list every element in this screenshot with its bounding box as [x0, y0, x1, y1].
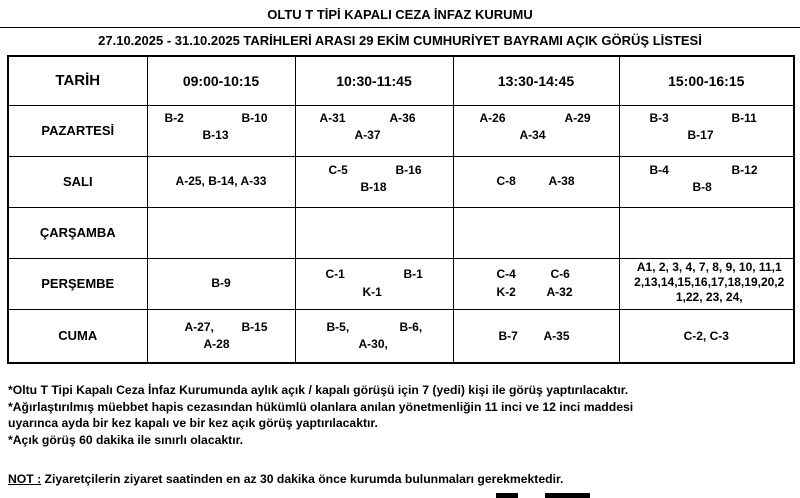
day-wednesday: ÇARŞAMBA — [8, 208, 147, 259]
cell-fri-slot-4 — [619, 310, 794, 364]
visit-code: A-28 — [203, 337, 230, 351]
visit-codes: A1, 2, 3, 4, 7, 8, 9, 10, 11,12,13,14,15,16,17,18,19,20,21,22, 23, 24, — [634, 260, 785, 304]
visit-code: B-11 — [731, 111, 757, 125]
note-line: *Oltu T Tipi Kapalı Ceza İnfaz Kurumunda aylık açık / kapalı görüşü için 7 (yedi) kişi ile görüş yaptırılacaktır. — [8, 383, 629, 397]
page-subtitle: 27.10.2025 - 31.10.2025 TARİHLERİ ARASI 29 EKİM CUMHURİYET BAYRAMI AÇIK GÖRÜŞ LİSTESİ — [98, 33, 702, 48]
cell-fri-slot-3 — [453, 310, 619, 364]
cell-mon-slot-3 — [453, 106, 619, 157]
cell-thu-slot-2 — [295, 259, 453, 310]
cell-tue-slot-1 — [147, 157, 295, 208]
title-divider — [0, 27, 800, 28]
cropped-mark — [496, 493, 518, 498]
visit-code: B-18 — [360, 180, 387, 194]
visit-code: B-5, — [326, 320, 350, 334]
header-slot-3: 13:30-14:45 — [453, 56, 619, 106]
notes-block — [8, 382, 792, 448]
cell-fri-slot-1 — [147, 310, 295, 364]
visit-code: B-6, — [399, 320, 423, 334]
visit-code: B-3 — [649, 111, 669, 125]
note-text: Ziyaretçilerin ziyaret saatinden en az 30 dakika önce kurumda bulunmaları gerekmektedir. — [41, 472, 564, 486]
page-title: OLTU T TİPİ KAPALI CEZA İNFAZ KURUMU — [267, 7, 533, 22]
cell-tue-slot-3 — [453, 157, 619, 208]
visit-code: C-6 — [550, 267, 570, 281]
visit-code: B-17 — [687, 128, 714, 142]
header-slot-1: 09:00-10:15 — [147, 56, 295, 106]
visit-code: A-31 — [319, 111, 346, 125]
final-note — [8, 472, 563, 486]
visit-code: K-2 — [496, 285, 516, 299]
cell-wed-slot-4 — [619, 208, 794, 259]
visit-code: C-8 — [496, 174, 516, 188]
header-slot-4: 15:00-16:15 — [619, 56, 794, 106]
cell-tue-slot-2 — [295, 157, 453, 208]
visit-code: A-34 — [519, 128, 546, 142]
visit-code: C-1 — [325, 267, 345, 281]
visit-code: A-27, — [184, 320, 214, 334]
visit-code: C-5 — [328, 163, 348, 177]
visit-code: B-1 — [403, 267, 423, 281]
visit-code: B-16 — [395, 163, 422, 177]
cell-mon-slot-2 — [295, 106, 453, 157]
visit-code: A-37 — [354, 128, 381, 142]
visit-code: A-38 — [548, 174, 575, 188]
table-row — [8, 259, 794, 310]
visit-code: B-8 — [692, 180, 712, 194]
note-line: *Ağırlaştırılmış müebbet hapis cezasından hükümlü olanlara anılan yönetmenliğin 11 inci ve 12 inci maddesi — [8, 399, 634, 414]
visit-code: B-2 — [164, 111, 184, 125]
table-row — [8, 106, 794, 157]
visit-code: A-35 — [543, 329, 570, 343]
visit-code: A-26 — [479, 111, 506, 125]
visit-code: A-30, — [358, 337, 388, 351]
day-monday: PAZARTESİ — [8, 106, 147, 157]
cell-wed-slot-2 — [295, 208, 453, 259]
visit-schedule-table — [7, 55, 795, 364]
note-label: NOT : — [8, 472, 42, 486]
visit-code: B-4 — [649, 163, 669, 177]
header-slot-2: 10:30-11:45 — [295, 56, 453, 106]
visit-code: A-36 — [389, 111, 416, 125]
day-friday: CUMA — [8, 310, 147, 364]
header-row — [8, 56, 794, 106]
cell-mon-slot-1 — [147, 106, 295, 157]
visit-code: C-4 — [496, 267, 516, 281]
table-row — [8, 157, 794, 208]
visit-codes: C-2, C-3 — [683, 329, 729, 343]
table-row — [8, 208, 794, 259]
cell-fri-slot-2 — [295, 310, 453, 364]
visit-code: B-10 — [241, 111, 268, 125]
visit-codes: A-25, B-14, A-33 — [175, 174, 267, 188]
visit-code: B-13 — [202, 128, 229, 142]
table-row — [8, 310, 794, 364]
cropped-mark — [545, 493, 590, 498]
header-date: TARİH — [8, 56, 147, 106]
cell-tue-slot-4 — [619, 157, 794, 208]
note-line: uyarınca ayda bir kez kapalı ve bir kez açık görüş yaptırılacaktır. — [8, 416, 378, 430]
visit-code: B-7 — [498, 329, 518, 343]
visit-code: B-15 — [241, 320, 268, 334]
visit-code: A-32 — [546, 285, 573, 299]
day-tuesday: SALI — [8, 157, 147, 208]
day-thursday: PERŞEMBE — [8, 259, 147, 310]
cell-wed-slot-1 — [147, 208, 295, 259]
cell-thu-slot-1 — [147, 259, 295, 310]
cell-thu-slot-4 — [619, 259, 794, 310]
visit-code: B-12 — [731, 163, 758, 177]
visit-code: K-1 — [362, 285, 382, 299]
visit-code: A-29 — [564, 111, 591, 125]
cell-mon-slot-4 — [619, 106, 794, 157]
cell-thu-slot-3 — [453, 259, 619, 310]
visit-code: B-9 — [211, 276, 231, 290]
cell-wed-slot-3 — [453, 208, 619, 259]
note-line: *Açık görüş 60 dakika ile sınırlı olacaktır. — [8, 432, 244, 447]
